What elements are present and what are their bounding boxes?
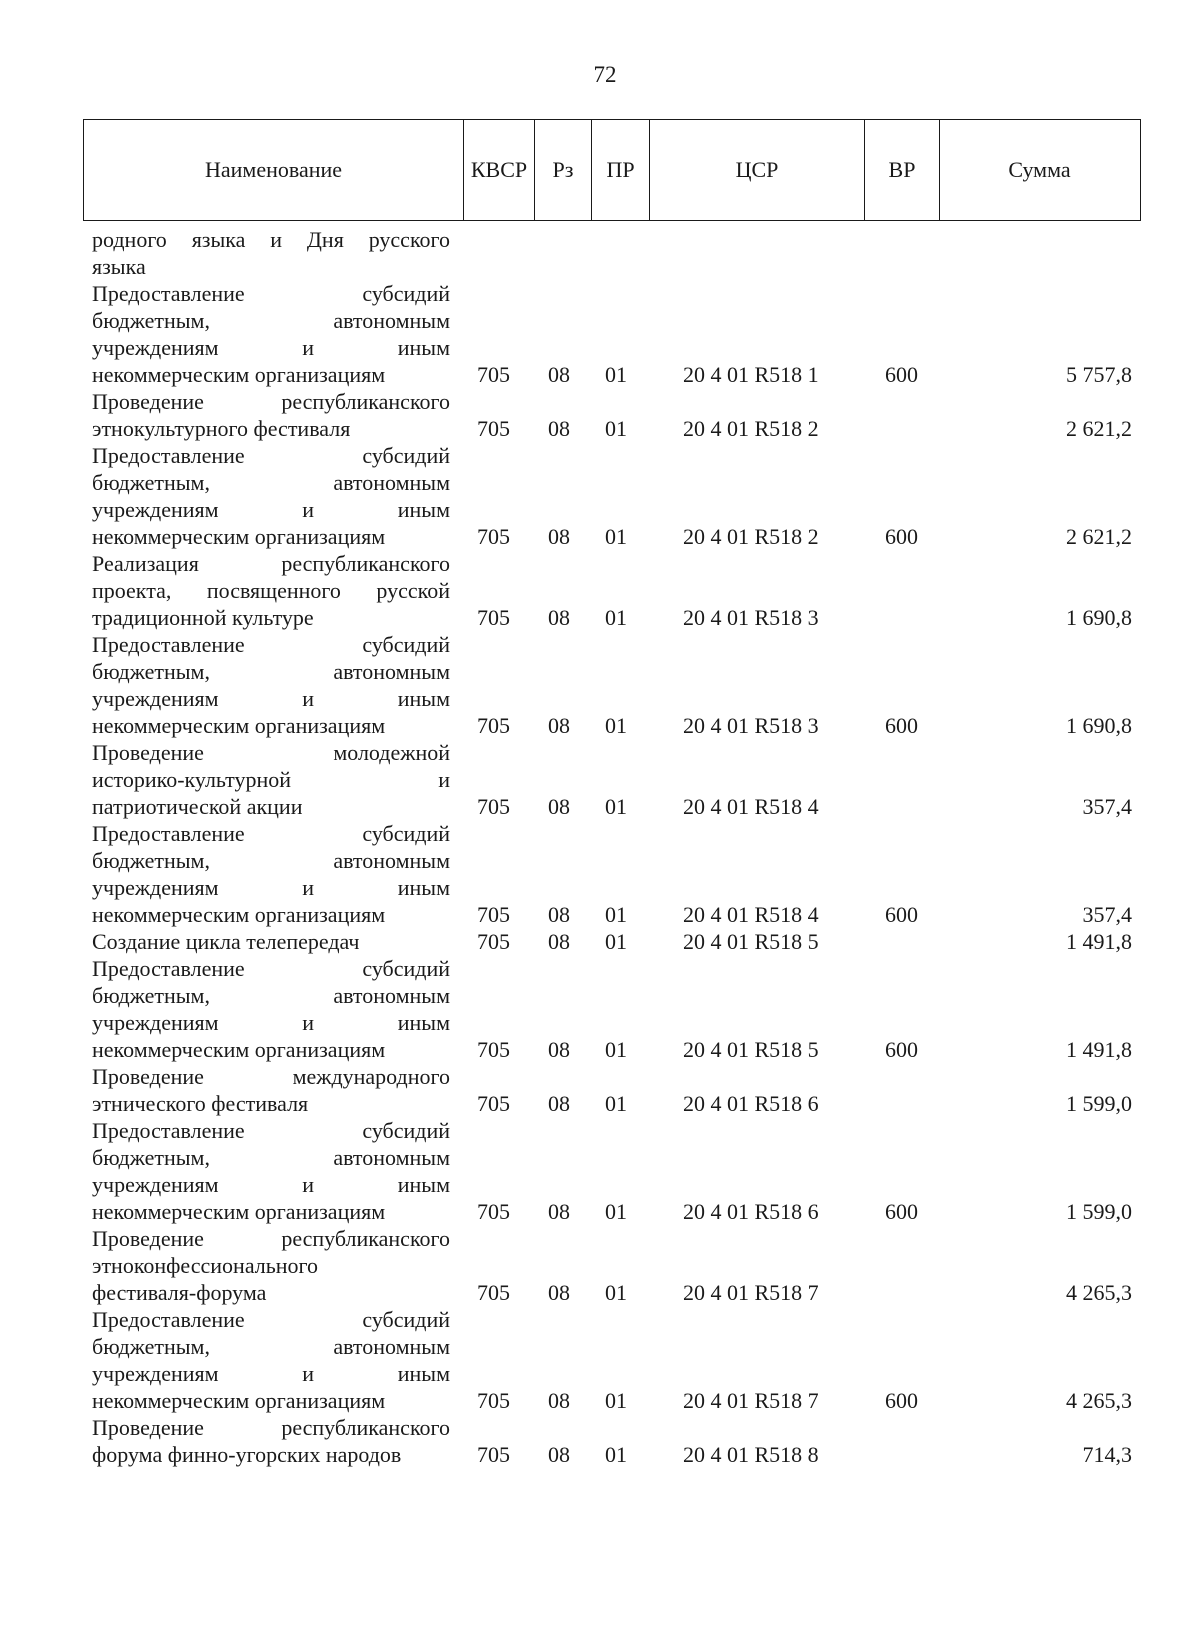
row-sum: 714,3 [1082,1442,1132,1467]
row-name-line: некоммерческим организациям [92,1199,386,1224]
table-row [92,1225,1132,1306]
row-kvsr: 705 [477,1280,510,1305]
row-csr: 20 4 01 R518 6 [683,1091,819,1116]
header-name: Наименование [84,120,464,220]
row-name-line: учреждениям и иным [92,875,450,900]
row-sum: 1 491,8 [1066,1037,1132,1062]
row-name-line: проекта, посвященного русской [92,578,450,603]
row-name [92,1414,450,1468]
row-csr: 20 4 01 R518 3 [683,605,819,630]
row-sum: 5 757,8 [1066,362,1132,387]
row-rz: 08 [548,416,570,441]
row-name-line: Проведение молодежной [92,740,450,765]
row-name-line: Предоставление субсидий [92,821,450,846]
row-csr: 20 4 01 R518 1 [683,362,819,387]
row-pr: 01 [605,524,627,549]
row-name-line: некоммерческим организациям [92,713,386,738]
row-name-line: бюджетным, автономным [92,1145,450,1170]
row-sum: 1 491,8 [1066,929,1132,954]
table-row [92,631,1132,739]
row-pr: 01 [605,1037,627,1062]
row-name [92,1225,450,1306]
header-kvsr: КВСР [464,120,535,220]
row-pr: 01 [605,929,627,954]
row-name-line: некоммерческим организациям [92,524,386,549]
table-row [92,820,1132,928]
row-sum: 357,4 [1082,902,1132,927]
row-kvsr: 705 [477,1199,510,1224]
row-pr: 01 [605,416,627,441]
row-kvsr: 705 [477,1037,510,1062]
row-rz: 08 [548,1199,570,1224]
table-row [92,1117,1132,1225]
row-name-line: Проведение международного [92,1064,450,1089]
table-row [92,1063,1132,1117]
row-name-line: форума финно-угорских народов [92,1442,402,1467]
row-name-line: Реализация республиканского [92,551,450,576]
row-name-line: бюджетным, автономным [92,659,450,684]
row-kvsr: 705 [477,1091,510,1116]
row-rz: 08 [548,1037,570,1062]
header-rz: Рз [535,120,592,220]
row-name [92,820,450,928]
table-header [83,119,1141,221]
table-row [92,388,1132,442]
row-rz: 08 [548,929,570,954]
row-kvsr: 705 [477,794,510,819]
table-row [92,280,1132,388]
row-csr: 20 4 01 R518 2 [683,524,819,549]
row-rz: 08 [548,794,570,819]
row-name-line: Предоставление субсидий [92,632,450,657]
row-name-line: Предоставление субсидий [92,443,450,468]
table-row [92,1306,1132,1414]
row-kvsr: 705 [477,1388,510,1413]
header-vr: ВР [865,120,940,220]
row-name-line: Предоставление субсидий [92,1118,450,1143]
row-sum: 1 599,0 [1066,1091,1132,1116]
header-csr: ЦСР [650,120,865,220]
row-name-line: историко-культурной и [92,767,450,792]
row-csr: 20 4 01 R518 3 [683,713,819,738]
row-name-line: Предоставление субсидий [92,281,450,306]
row-vr: 600 [885,713,918,738]
table-body [92,226,1132,1468]
row-name-line: Создание цикла телепередач [92,929,360,954]
row-name [92,955,450,1063]
row-name [92,550,450,631]
row-vr: 600 [885,362,918,387]
row-rz: 08 [548,524,570,549]
row-rz: 08 [548,1091,570,1116]
row-csr: 20 4 01 R518 7 [683,1280,819,1305]
row-kvsr: 705 [477,524,510,549]
row-pr: 01 [605,713,627,738]
row-name-line: Предоставление субсидий [92,956,450,981]
row-sum: 2 621,2 [1066,416,1132,441]
row-name-line: Проведение республиканского [92,389,450,414]
row-name-line: некоммерческим организациям [92,362,386,387]
row-sum: 1 690,8 [1066,713,1132,738]
row-kvsr: 705 [477,605,510,630]
table-row [92,442,1132,550]
row-name-line: Проведение республиканского [92,1415,450,1440]
table-row [92,928,1132,955]
row-name [92,631,450,739]
row-name-line: некоммерческим организациям [92,1037,386,1062]
header-sum: Сумма [1008,157,1071,182]
row-name-line: бюджетным, автономным [92,470,450,495]
row-csr: 20 4 01 R518 6 [683,1199,819,1224]
row-name [92,388,450,442]
row-name-line: учреждениям и иным [92,686,450,711]
row-name-line: родного языка и Дня русского [92,227,450,252]
row-name-line: учреждениям и иным [92,497,450,522]
row-csr: 20 4 01 R518 5 [683,1037,819,1062]
table-row [92,226,1132,280]
row-vr: 600 [885,524,918,549]
row-rz: 08 [548,713,570,738]
row-name [92,739,450,820]
row-sum: 4 265,3 [1066,1280,1132,1305]
row-name-line: этнокультурного фестиваля [92,416,351,441]
row-name-line: некоммерческим организациям [92,1388,386,1413]
row-kvsr: 705 [477,362,510,387]
table-row [92,1414,1132,1468]
row-pr: 01 [605,794,627,819]
row-pr: 01 [605,902,627,927]
row-sum: 2 621,2 [1066,524,1132,549]
row-name [92,1306,450,1414]
row-csr: 20 4 01 R518 7 [683,1388,819,1413]
row-pr: 01 [605,1280,627,1305]
table-row [92,739,1132,820]
row-sum: 1 690,8 [1066,605,1132,630]
row-rz: 08 [548,1388,570,1413]
row-name-line: бюджетным, автономным [92,983,450,1008]
table-row [92,550,1132,631]
row-name-line: Проведение республиканского [92,1226,450,1251]
row-name-line: традиционной культуре [92,605,314,630]
row-rz: 08 [548,605,570,630]
row-name-line: языка [92,254,146,279]
row-pr: 01 [605,605,627,630]
row-name-line: бюджетным, автономным [92,1334,450,1359]
row-kvsr: 705 [477,929,510,954]
row-pr: 01 [605,1091,627,1116]
row-pr: 01 [605,362,627,387]
row-name-line: патриотической акции [92,794,303,819]
row-csr: 20 4 01 R518 5 [683,929,819,954]
row-name-line: этноконфессионального [92,1253,319,1278]
row-name-line: некоммерческим организациям [92,902,386,927]
row-kvsr: 705 [477,416,510,441]
row-vr: 600 [885,902,918,927]
row-name [92,1063,450,1117]
row-name [92,442,450,550]
row-csr: 20 4 01 R518 2 [683,416,819,441]
row-csr: 20 4 01 R518 4 [683,794,819,819]
row-csr: 20 4 01 R518 8 [683,1442,819,1467]
row-vr: 600 [885,1388,918,1413]
row-kvsr: 705 [477,1442,510,1467]
row-csr: 20 4 01 R518 4 [683,902,819,927]
row-name-line: учреждениям и иным [92,1010,450,1035]
row-name [92,280,450,388]
header-pr: ПР [592,120,650,220]
row-name [92,928,450,955]
row-name [92,226,450,280]
page-number: 72 [593,62,617,87]
row-pr: 01 [605,1199,627,1224]
row-rz: 08 [548,1280,570,1305]
row-vr: 600 [885,1037,918,1062]
row-name-line: бюджетным, автономным [92,308,450,333]
row-rz: 08 [548,362,570,387]
row-vr: 600 [885,1199,918,1224]
table-row [92,955,1132,1063]
row-name [92,1117,450,1225]
row-name-line: фестиваля-форума [92,1280,267,1305]
row-sum: 357,4 [1082,794,1132,819]
row-name-line: этнического фестиваля [92,1091,309,1116]
row-name-line: бюджетным, автономным [92,848,450,873]
row-sum: 4 265,3 [1066,1388,1132,1413]
row-pr: 01 [605,1388,627,1413]
row-kvsr: 705 [477,713,510,738]
row-rz: 08 [548,902,570,927]
row-name-line: Предоставление субсидий [92,1307,450,1332]
row-pr: 01 [605,1442,627,1467]
row-rz: 08 [548,1442,570,1467]
row-sum: 1 599,0 [1066,1199,1132,1224]
row-name-line: учреждениям и иным [92,1361,450,1386]
row-name-line: учреждениям и иным [92,335,450,360]
row-name-line: учреждениям и иным [92,1172,450,1197]
row-kvsr: 705 [477,902,510,927]
